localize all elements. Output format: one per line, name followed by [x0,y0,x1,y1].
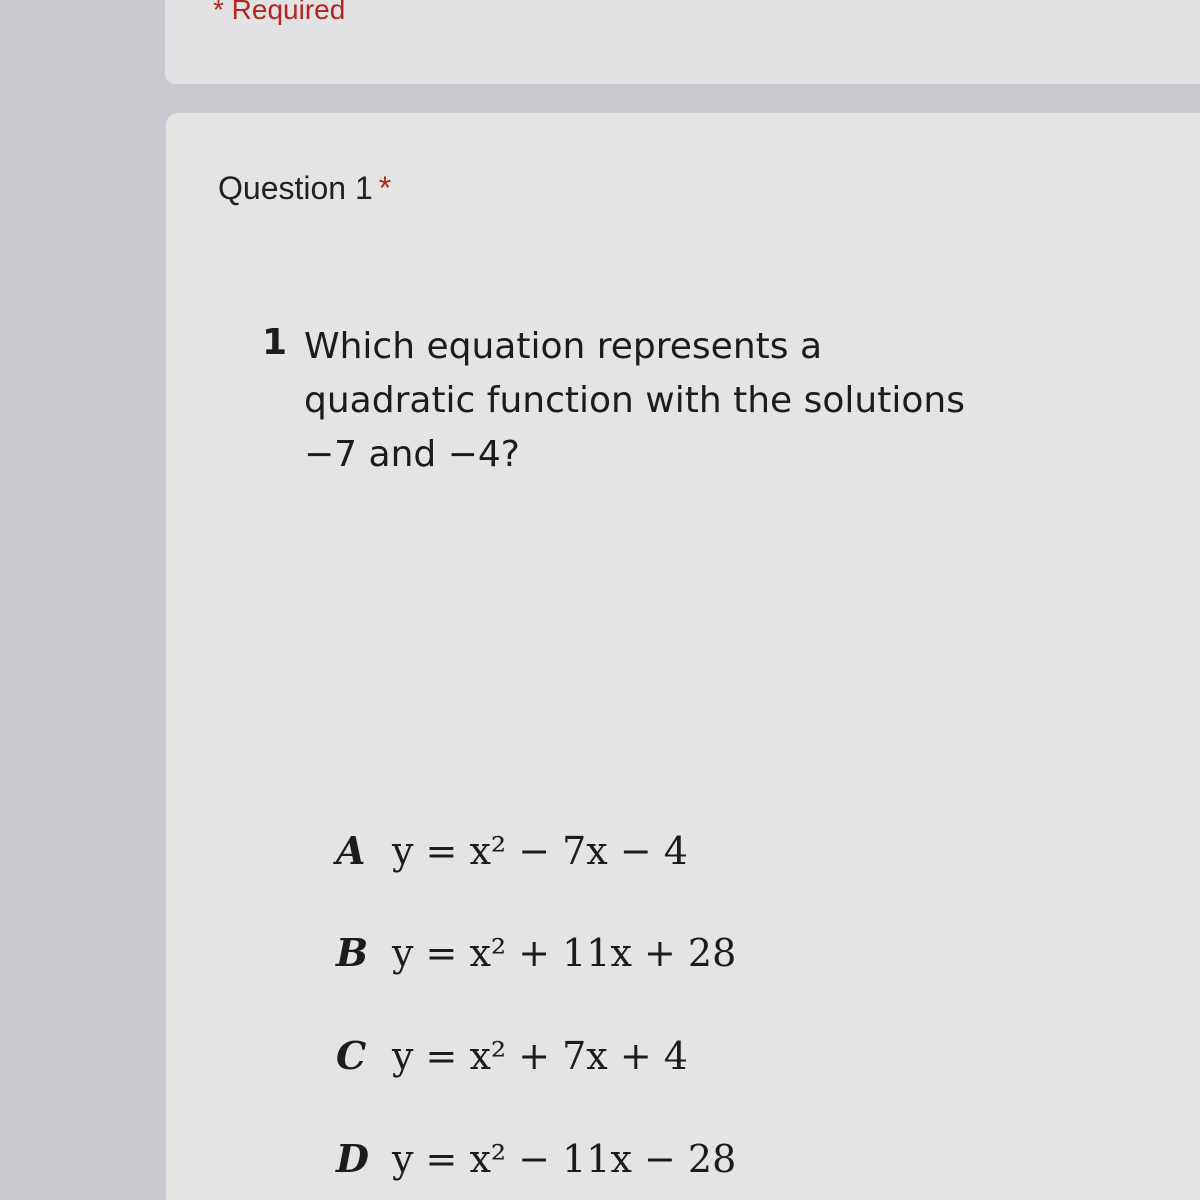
choice-letter: B [336,930,369,975]
choice-letter: A [336,828,366,873]
choice-d[interactable] [336,1136,736,1181]
question-text-line: quadratic function with the solutions [304,380,965,421]
choice-equation: y = x² − 11x − 28 [392,1137,737,1181]
question-text-line: Which equation represents a [304,326,823,367]
question-text [304,320,1024,482]
choice-letter: D [336,1136,369,1181]
question-title [218,170,391,207]
question-number: 1 [262,322,288,363]
choice-equation: y = x² + 11x + 28 [392,931,737,975]
choice-c[interactable] [336,1033,688,1078]
required-asterisk: * [378,170,392,206]
choice-equation: y = x² − 7x − 4 [392,829,688,873]
choice-letter: C [336,1033,367,1078]
choice-equation: y = x² + 7x + 4 [392,1034,688,1078]
required-note: * Required [213,0,346,25]
choice-b[interactable] [336,930,736,975]
question-text-line: −7 and −4? [304,434,520,475]
question-label: Question 1 [218,170,373,206]
choice-a[interactable] [336,828,688,873]
